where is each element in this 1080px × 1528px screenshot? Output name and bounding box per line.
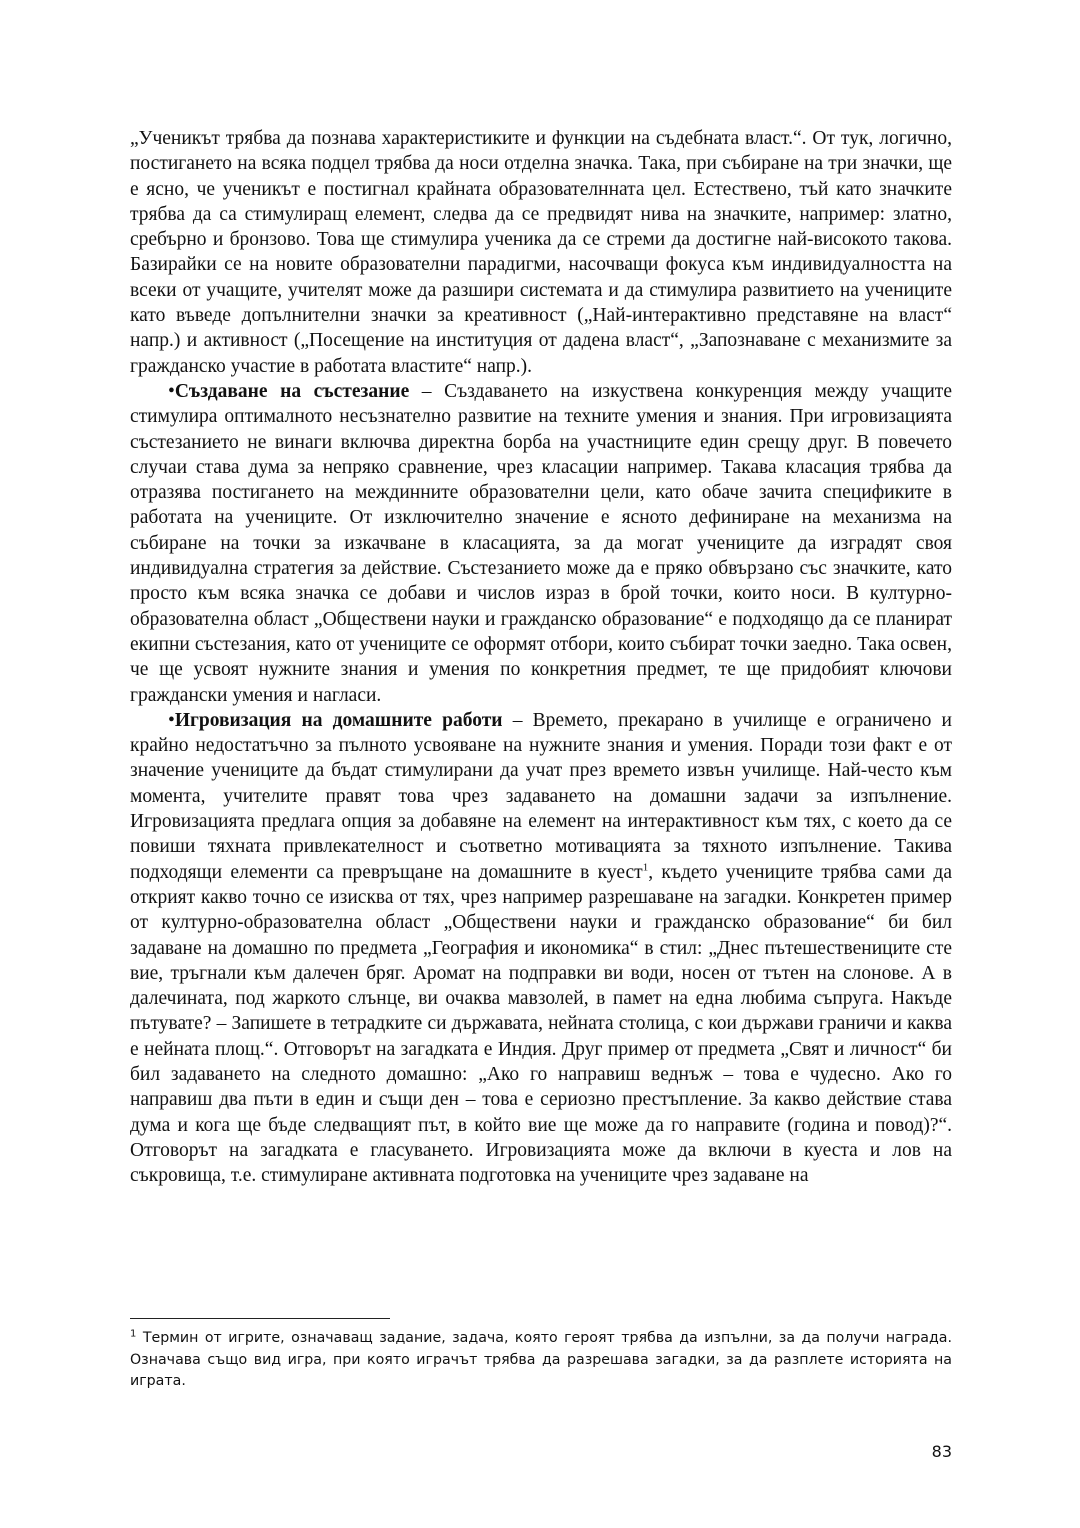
page-number: 83 — [931, 1442, 952, 1461]
section-text-homework-part1: – Времето, прекарано в училище е ограничено и крайно недостатъчно за пълното усвояване на нужните знания и умения. Поради този факт е от значение учениците да бъдат стимулирани да учат през времето извън училище. Най-често към момента, учителите правят това чрез задаването на домашни задачи за изпълнение. Игровизацията предлага опция за добавяне на елемент на интерактивност към тях, с което да се повиши тяхната привлекателност и съответно мотивацията за тяхното изпълнение. Такива подходящи елементи са превръщане на домашните в куест — [130, 709, 952, 883]
paragraph-competition — [130, 379, 952, 708]
section-heading-homework: Игровизация на домашните работи — [174, 709, 503, 731]
paragraph-badges: „Ученикът трябва да познава характеристиките и функции на съдебната власт.“. От тук, логично, постигането на всяка подцел трябва да носи отделна значка. Така, при събиране на три значки, ще е ясно, че ученикът е постигнал крайната образователнната цел. Естествено, тъй като значките трябва да са стимулиращ елемент, следва да се предвидят нива на значките, например: златно, сребърно и бронзово. Това ще стимулира ученика да се стреми да достигне най-високото такова. Базирайки се на новите образователни парадигми, насочващи фокуса към индивидуалността на всеки от учащите, учителят може да разшири системата и да стимулира развитието на учениците като въведе допълнителни значки за креативност („Най-интерактивно представяне на власт“ напр.) и активност („Посещение на институция от дадена власт“, „Запознаване с механизмите за гражданско участие в работата властите“ напр.). — [130, 128, 952, 377]
bullet-icon: • — [168, 380, 175, 402]
bullet-icon: • — [168, 709, 175, 731]
section-text-homework-part2: , където учениците трябва сами да открият какво точно се изисква от тях, чрез например разрешаване на загадки. Конкретен пример от културно-образователна област „Обществени науки и гражданско образование“ би бил задаване на домашно по предмета „География и икономика“ в стил: „Днес пътешествениците сте вие, тръгнали към далечен бряг. Аромат на подправки ви води, носен от тътен на слонове. А в далечината, под жаркото слънце, ви очаква мавзолей, в памет на една любима съпруга. Накъде пътувате? – Запишете в тетрадките си държавата, нейната столица, с кои държави граничи и каква е нейната площ.“. Отговорът на загадката е Индия. Друг пример от предмета „Свят и личност“ би бил задаването на следното домашно: „Ако го направиш веднъж – това е чудесно. Ако го направиш два пъти в един и същи ден – това е сериозно престъпление. За какво действие става дума и кога ще бъде следващият път, в който вие ще може да го направите (година и повод)?“. Отговорът на загадката е гласуването. Игровизацията може да включи в куеста и лов на съкровища, т.е. стимулиране активната подготовка на учениците чрез задаване на — [130, 861, 952, 1187]
footnote-number: 1 — [130, 1328, 137, 1340]
section-heading-competition: Създаване на състезание — [174, 380, 410, 402]
footnote-reference: 1 — [642, 861, 649, 874]
section-text-competition: – Създаването на изкуствена конкуренция между учащите стимулира оптималното несъзнателно развитие на техните умения и знания. При игровизацията състезанието не винаги включва директна борба на участниците един срещу друг. В повечето случаи става дума за непряко сравнение, чрез класации например. Такава класация трябва да отразява постигането на междинните образователни цели, като обаче зачита спецификите в работата на учениците. От изключително значение е ясното дефиниране на механизма на събиране на точки за изкачване в класацията, за да могат учениците да изградят своя индивидуална стратегия за действие. Състезанието може да е пряко обвързано със значките, като просто към всяка значка се добави и числов израз в брой точки, които носи. В културно-образователна област „Обществени науки и гражданско образование“ е подходящо да се планират екипни състезания, като от учениците се оформят отбори, които събират точки заедно. Така освен, че ще усвоят нужните знания и умения по конкретния предмет, те ще придобият ключови граждански умения и нагласи. — [130, 380, 952, 706]
footnote — [130, 1328, 952, 1393]
footnote-text: Термин от игрите, означаващ задание, задача, която героят трябва да изпълни, за да получи награда. Означава също вид игра, при която играчът трябва да разрешава загадки, за да разплете историята на играта. — [130, 1330, 952, 1389]
paragraph-homework — [130, 708, 952, 1189]
footnote-divider — [130, 1318, 390, 1319]
body-text — [130, 126, 952, 1188]
